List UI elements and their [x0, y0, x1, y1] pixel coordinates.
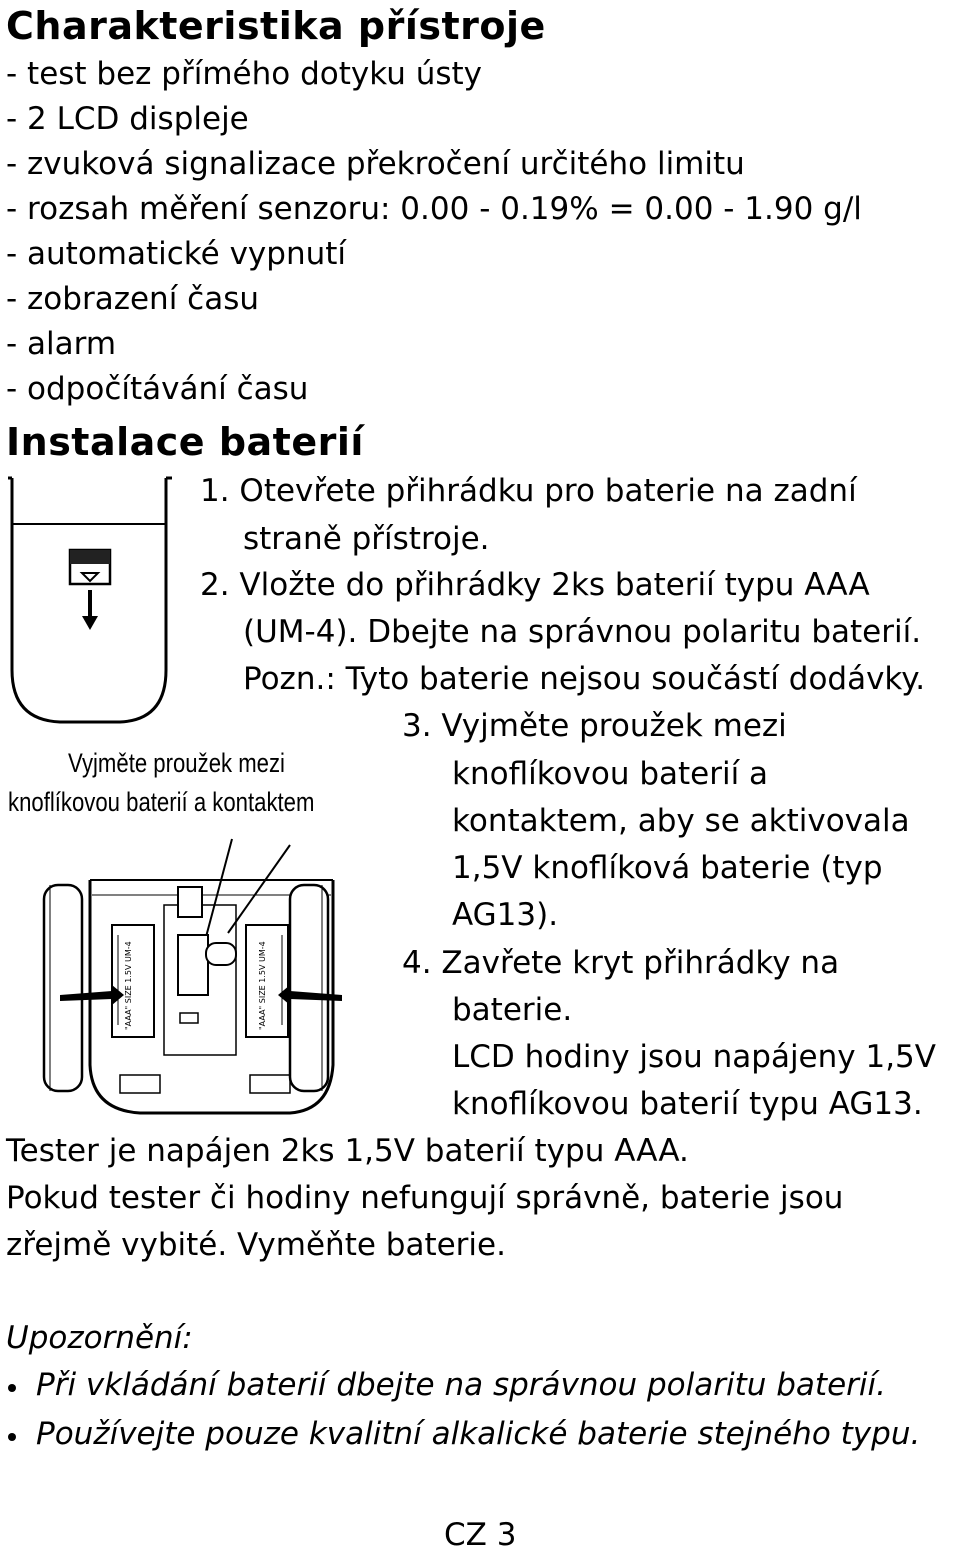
step-2-cont: (UM-4). Dbejte na správnou polaritu baterií.	[243, 614, 922, 650]
figure-caption: Vyjměte proužek mezi	[68, 748, 285, 778]
battery-label-left: "AAA" SIZE 1.5V UM-4	[124, 941, 133, 1030]
step-2: 2. Vložte do přihrádky 2ks baterií typu AAA	[200, 567, 870, 603]
feature-item: - automatické vypnutí	[6, 236, 347, 272]
step-3-cont: kontaktem, aby se aktivovala	[452, 803, 910, 839]
feature-item: - test bez přímého dotyku ústy	[6, 56, 483, 92]
section-title-characteristics: Charakteristika přístroje	[6, 4, 546, 48]
step-3-cont: knoflíkovou baterií a	[452, 756, 769, 792]
feature-item: - alarm	[6, 326, 117, 362]
lcd-note: LCD hodiny jsou napájeny 1,5V	[452, 1039, 936, 1075]
step-4-cont: baterie.	[452, 992, 573, 1028]
step-2-note: Pozn.: Tyto baterie nejsou součástí dodávky.	[243, 661, 926, 697]
step-1: 1. Otevřete přihrádku pro baterie na zadní	[200, 473, 857, 509]
lcd-note: knoflíkovou baterií typu AG13.	[452, 1086, 923, 1122]
warning-bullet: Při vkládání baterií dbejte na správnou polaritu baterií.	[36, 1367, 886, 1403]
power-info: zřejmě vybité. Vyměňte baterie.	[6, 1227, 506, 1263]
feature-item: - 2 LCD displeje	[6, 101, 249, 137]
feature-item: - zvuková signalizace překročení určitého limitu	[6, 146, 745, 182]
warning-bullet: Používejte pouze kvalitní alkalické baterie stejného typu.	[36, 1416, 921, 1452]
battery-compartment-illustration	[0, 825, 400, 1125]
figure-caption: knoflíkovou baterií a kontaktem	[8, 787, 315, 817]
battery-label-right: "AAA" SIZE 1.5V UM-4	[258, 941, 267, 1030]
feature-item: - odpočítávání času	[6, 371, 309, 407]
bullet-icon	[8, 1384, 16, 1392]
page-number: CZ 3	[444, 1517, 517, 1553]
step-3-cont: 1,5V knoflíková baterie (typ	[452, 850, 883, 886]
section-title-battery-install: Instalace baterií	[6, 420, 364, 464]
device-back-illustration	[0, 470, 200, 730]
step-3-cont: AG13).	[452, 897, 559, 933]
feature-item: - rozsah měření senzoru: 0.00 - 0.19% = 0.00 - 1.90 g/l	[6, 191, 862, 227]
step-4: 4. Zavřete kryt přihrádky na	[402, 945, 840, 981]
bullet-icon	[8, 1433, 16, 1441]
warning-title: Upozornění:	[6, 1320, 193, 1356]
step-3: 3. Vyjměte proužek mezi	[402, 708, 787, 744]
power-info: Tester je napájen 2ks 1,5V baterií typu AAA.	[6, 1133, 689, 1169]
step-1-cont: straně přístroje.	[243, 521, 490, 557]
power-info: Pokud tester či hodiny nefungují správně, baterie jsou	[6, 1180, 844, 1216]
feature-item: - zobrazení času	[6, 281, 259, 317]
